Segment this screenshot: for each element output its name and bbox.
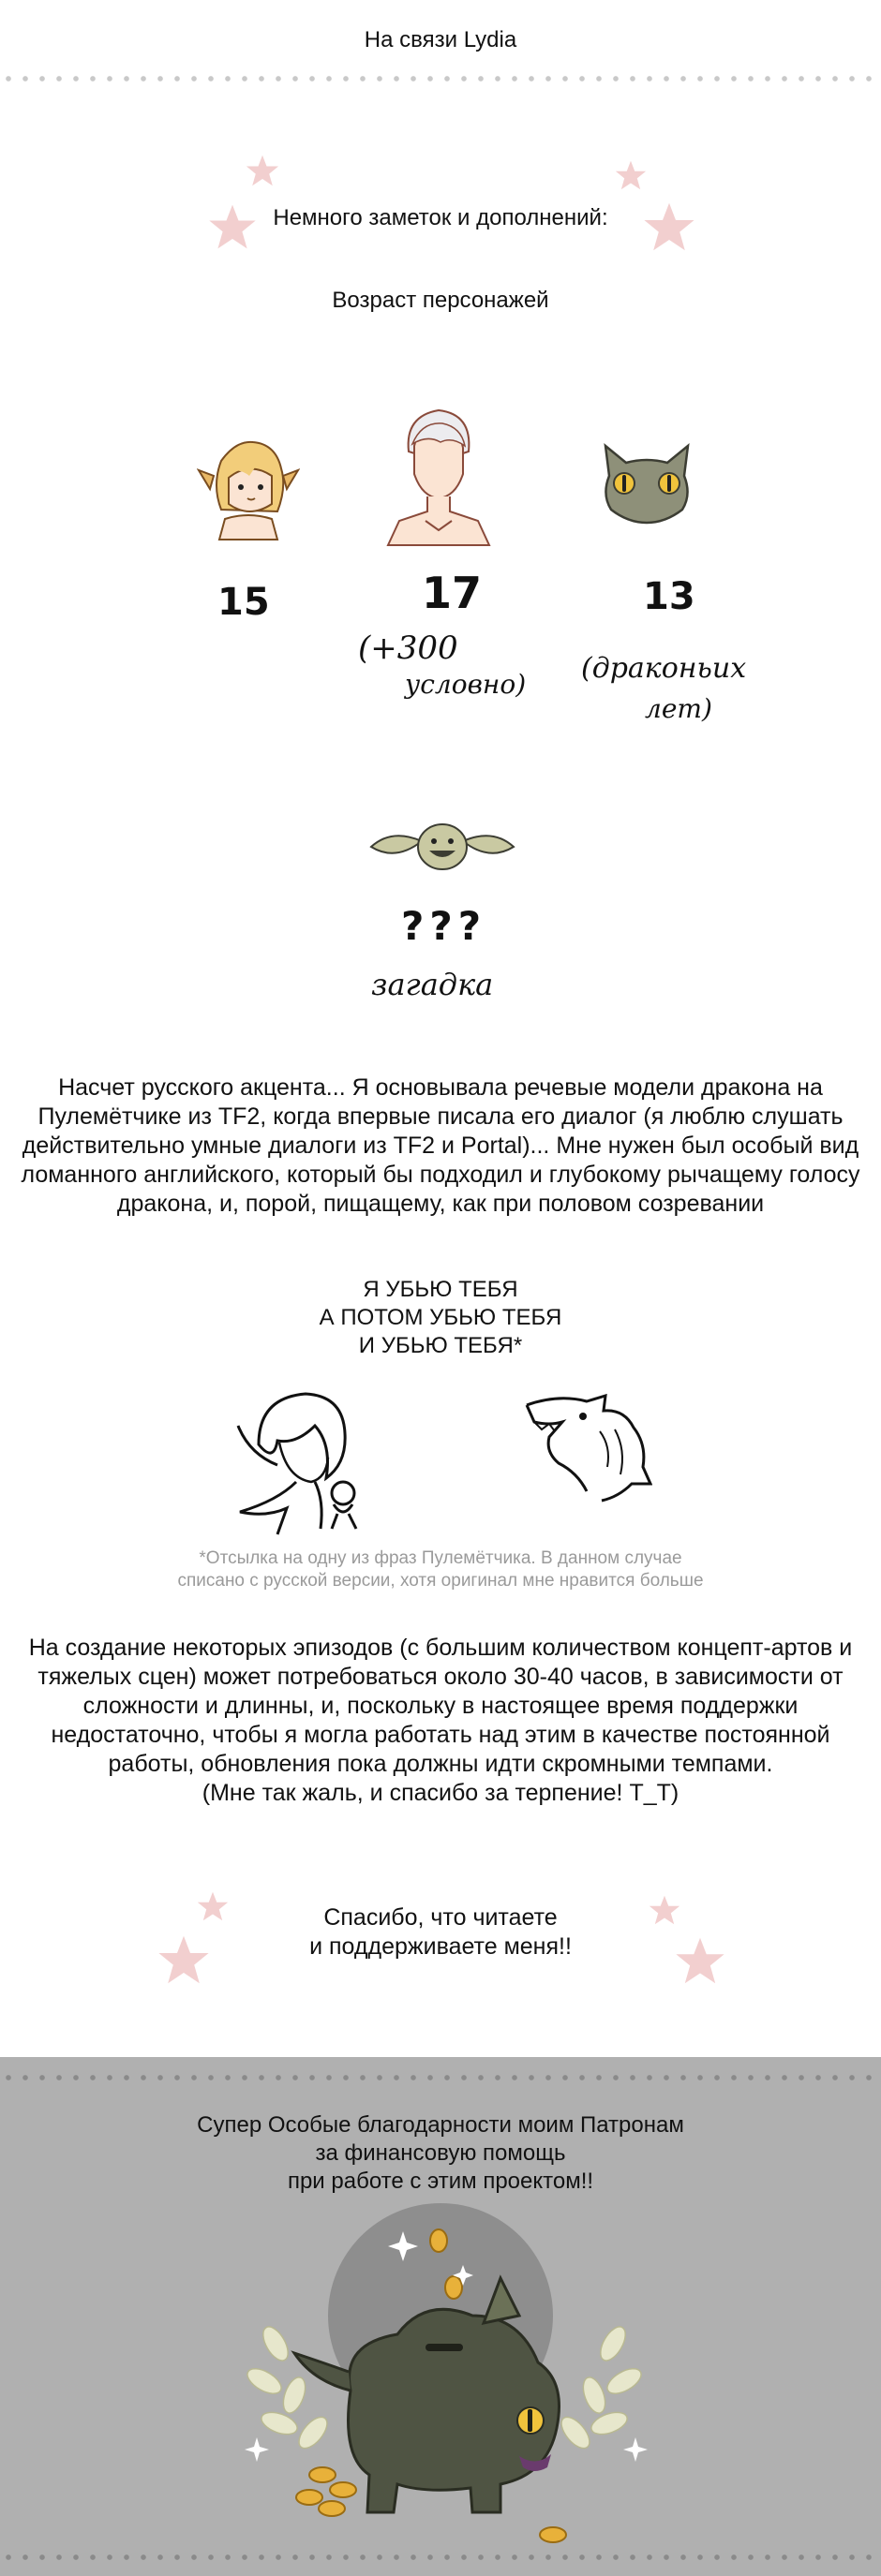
schedule-paragraph <box>0 1634 881 1808</box>
white-haired-boy-portrait-icon <box>381 399 497 547</box>
piggy-bank-dragon-illustration-icon <box>238 2203 669 2550</box>
header-title: На связи Lydia <box>364 27 517 52</box>
footnote-line: *Отсылка на одну из фраз Пулемётчика. В данном случае <box>199 1548 682 1568</box>
star-icon <box>246 154 279 187</box>
patrons-line: за финансовую помощь <box>315 2140 566 2166</box>
notes-heading: Немного заметок и дополнений: <box>273 205 608 230</box>
star-icon <box>615 159 647 191</box>
footnote <box>0 1547 881 1592</box>
accent-paragraph <box>0 1073 881 1219</box>
paragraph-line: ломанного английского, который бы подходил и глубокому рычащему голосу <box>21 1162 860 1188</box>
patrons-line: при работе с этим проектом!! <box>287 2169 594 2194</box>
thanks-line: и поддерживаете меня!! <box>309 1933 572 1960</box>
thanks-line: Спасибо, что читаете <box>323 1904 558 1931</box>
paragraph-line: Пулемётчике из TF2, когда впервые писала его диалог (я люблю слушать <box>37 1103 844 1130</box>
age-dragon-note-line1: (драконьих <box>581 652 747 685</box>
band-bottom-dotted-divider <box>0 2554 881 2561</box>
age-mystery: ??? <box>401 903 487 949</box>
ages-heading: Возраст персонажей <box>332 288 549 313</box>
roaring-dragon-sketch-icon <box>521 1394 652 1506</box>
age-mystery-note: загадка <box>371 967 494 1002</box>
paragraph-line: На создание некоторых эпизодов (с большим количеством концепт-артов и <box>28 1635 853 1661</box>
age-dragon: 13 <box>643 575 695 618</box>
paragraph-line: (Мне так жаль, и спасибо за терпение! T_T) <box>202 1780 679 1806</box>
girl-with-creature-sketch-icon <box>221 1388 377 1538</box>
quote-line: Я УБЬЮ ТЕБЯ <box>363 1277 518 1302</box>
band-top-dotted-divider <box>0 2074 881 2081</box>
paragraph-line: недостаточно, чтобы я могла работать над этим в качестве постоянной <box>51 1722 830 1748</box>
top-dotted-divider <box>0 75 881 82</box>
blonde-girl-portrait-icon <box>197 429 300 541</box>
age-dragon-note-line2: лет) <box>645 693 712 724</box>
footnote-line: списано с русской версии, хотя оригинал мне нравится больше <box>177 1571 704 1591</box>
age-girl: 15 <box>217 581 270 624</box>
paragraph-line: дракона, и, порой, пищащему, как при половом созревании <box>116 1191 765 1217</box>
paragraph-line: действительно умные диалоги из TF2 и Portal)... Мне нужен был особый вид <box>22 1133 859 1159</box>
patrons-thanks <box>0 2111 881 2196</box>
patrons-line: Супер Особые благодарности моим Патронам <box>197 2112 684 2138</box>
paragraph-line: тяжелых сцен) может потребоваться около 30-40 часов, в зависимости от <box>37 1664 844 1690</box>
paragraph-line: работы, обновления пока должны идти скромными темпами. <box>108 1751 773 1777</box>
paragraph-line: сложности и длинны, и, поскольку в настоящее время поддержки <box>82 1693 799 1719</box>
quote-block <box>0 1276 881 1360</box>
thanks-message <box>0 1903 881 1962</box>
dragon-head-icon <box>600 442 694 526</box>
paragraph-line: Насчет русского акцента... Я основывала речевые модели дракона на <box>58 1074 823 1101</box>
age-boy: 17 <box>422 568 483 618</box>
age-boy-note-line2: условно) <box>405 669 527 700</box>
age-boy-note-line1: (+300 <box>358 629 458 667</box>
smiling-turtle-creature-icon <box>367 819 517 875</box>
quote-line: И УБЬЮ ТЕБЯ* <box>358 1333 523 1358</box>
quote-line: А ПОТОМ УБЬЮ ТЕБЯ <box>319 1305 562 1330</box>
